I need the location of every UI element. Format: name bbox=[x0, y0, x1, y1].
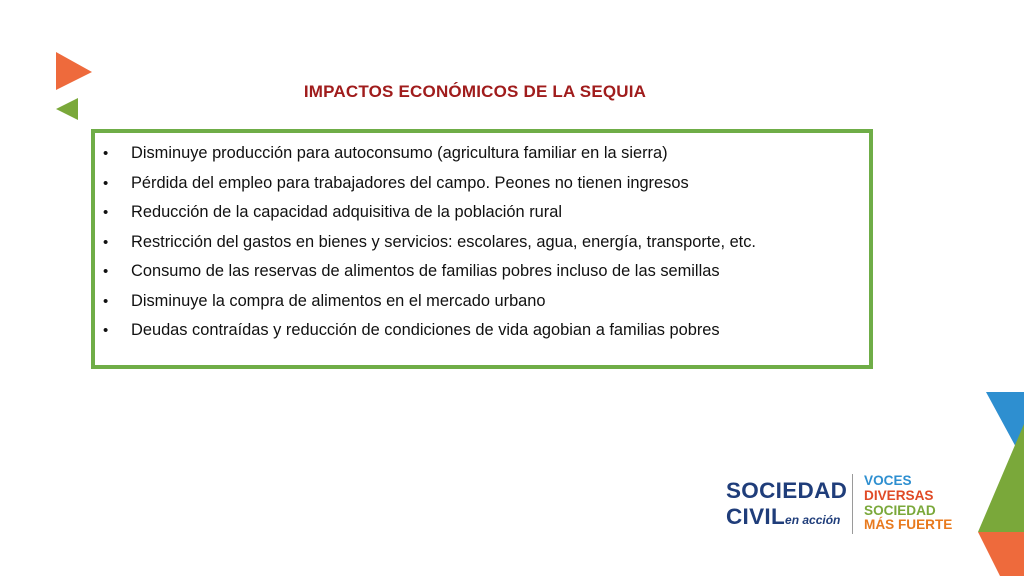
blue-triangle-shape bbox=[986, 392, 1024, 462]
bullet-item: • Pérdida del empleo para trabajadores del campo. Peones no tienen ingresos bbox=[95, 169, 869, 199]
bullet-box bbox=[91, 129, 873, 369]
tagline-mas-fuerte: MÁS FUERTE bbox=[864, 517, 953, 533]
logo-civil: CIVIL bbox=[726, 504, 786, 529]
logo-divider bbox=[852, 474, 853, 534]
decorative-triangles-topleft bbox=[0, 0, 100, 130]
logo-line-1: SOCIEDAD bbox=[726, 478, 848, 503]
bullet-list bbox=[95, 133, 869, 346]
bullet-item: • Disminuye la compra de alimentos en el mercado urbano bbox=[95, 287, 869, 317]
logo-en-accion: en acción bbox=[785, 513, 841, 527]
orange-triangle-shape-2 bbox=[978, 532, 1024, 576]
slide-title: IMPACTOS ECONÓMICOS DE LA SEQUIA bbox=[303, 82, 647, 101]
tagline-diversas: DIVERSAS bbox=[864, 487, 934, 503]
bullet-item: • Consumo de las reservas de alimentos de familias pobres incluso de las semillas bbox=[95, 257, 869, 287]
sociedad-civil-logo bbox=[726, 474, 966, 538]
bullet-item: • Reducción de la capacidad adquisitiva de la población rural bbox=[95, 198, 869, 228]
green-triangle-shape-2 bbox=[978, 424, 1024, 532]
bullet-item: • Restricción del gastos en bienes y servicios: escolares, agua, energía, transporte, etc. bbox=[95, 228, 869, 258]
bullet-item: • Deudas contraídas y reducción de condiciones de vida agobian a familias pobres bbox=[95, 316, 869, 346]
logo-wordmark bbox=[726, 478, 847, 533]
logo-tagline bbox=[864, 474, 952, 533]
tagline-voces: VOCES bbox=[864, 473, 912, 488]
logo-line-2 bbox=[726, 504, 847, 533]
bullet-item: • Disminuye producción para autoconsumo (agricultura familiar en la sierra) bbox=[95, 139, 869, 169]
tagline-sociedad: SOCIEDAD bbox=[864, 502, 936, 518]
